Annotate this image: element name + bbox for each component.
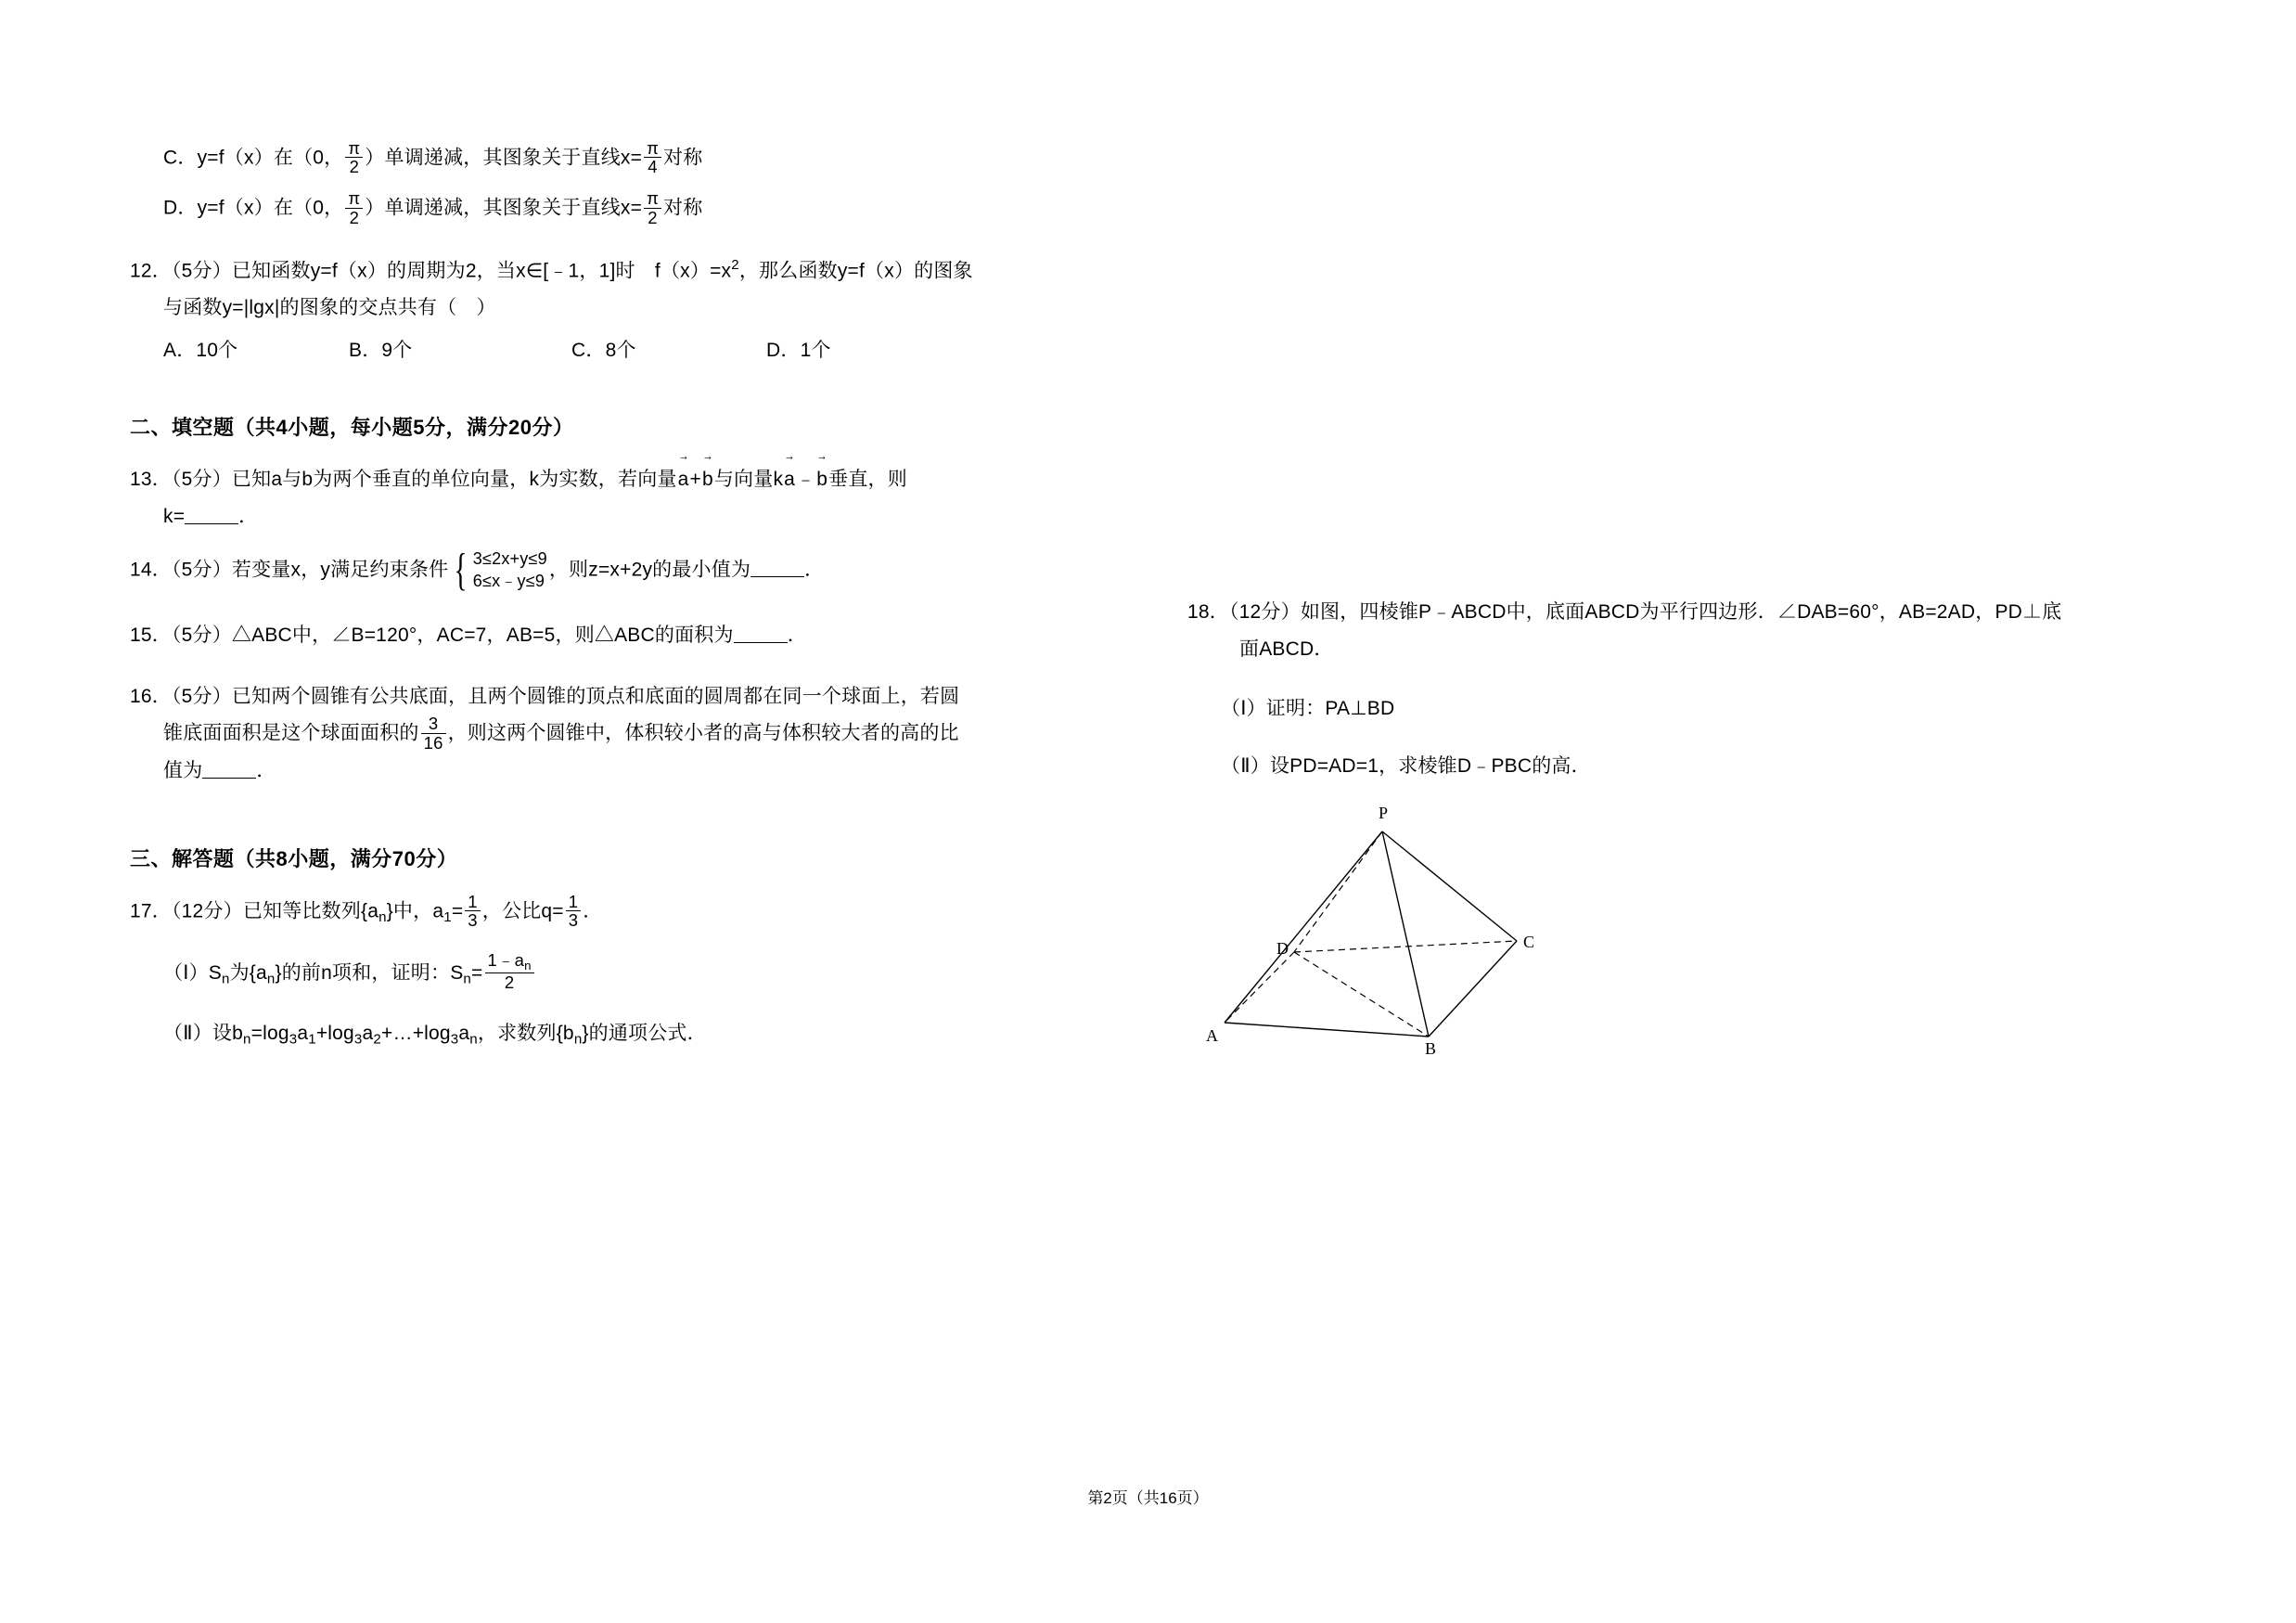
answer-blank[interactable]: [734, 623, 788, 643]
question-18-line-1: 18．（12分）如图，四棱锥P﹣ABCD中，底面ABCD为平行四边形．∠DAB=60°，AB=2AD，PD⊥底: [1187, 601, 2062, 623]
section-heading-fill-in-blank: 二、填空题（共4小题，每小题5分，满分20分）: [130, 416, 574, 440]
log-text-3: +…+log: [381, 1023, 451, 1045]
question-14-text-mid: ，则z=x+2y的最小值为: [548, 559, 751, 581]
page-footer: [0, 1485, 2296, 1508]
equals-sign: =: [451, 899, 464, 921]
fraction-numerator: π: [345, 189, 363, 208]
section-heading-solution: 三、解答题（共8小题，满分70分）: [130, 846, 458, 870]
period: ．: [256, 759, 276, 781]
fraction-numerator: π: [345, 139, 363, 158]
log-text: =log: [250, 1023, 289, 1045]
option-d-mid: ）单调递减，其图象关于直线x=: [365, 197, 643, 219]
question-16-text-post: ，则这两个圆锥中，体积较小者的高与体积较大者的高的比: [447, 722, 959, 744]
option-d-pre: D．y=f（x）在（0，: [163, 197, 344, 219]
numerator-text: 1﹣a: [487, 950, 525, 971]
fraction-denominator: 2: [504, 972, 515, 992]
subscript-3: 3: [450, 1031, 459, 1048]
pyramid-diagram-svg: [1197, 811, 1586, 1052]
question-17-line-1: [130, 893, 1150, 932]
option-c-end: 对称: [663, 147, 703, 169]
left-brace: {: [455, 546, 468, 596]
question-17-part-1: [130, 951, 1150, 993]
fraction-denominator: 2: [349, 157, 360, 177]
vertex-label-d: D: [1276, 938, 1289, 958]
subscript-n: n: [222, 971, 230, 987]
fraction-denominator: 2: [648, 207, 658, 227]
question-15: [130, 617, 1150, 654]
fraction-numerator: 1: [465, 893, 480, 911]
subscript-3: 3: [353, 1031, 363, 1048]
question-18-part-1: [1187, 690, 2199, 728]
period: ．: [583, 899, 603, 921]
question-16-line-2: [130, 715, 1150, 752]
part-2-text-end: ，求数列{b: [477, 1023, 574, 1045]
fraction-3-16: [421, 715, 446, 752]
question-12: [130, 252, 1150, 369]
question-15-text: 15．（5分）△ABC中，∠B=120°，AC=7，AB=5，则△ABC的面积为: [130, 624, 734, 646]
question-14-text-pre: 14．（5分）若变量x，y满足约束条件: [130, 559, 449, 581]
term-a: a: [297, 1023, 309, 1045]
question-12-line-2: 与函数y=|lgx|的图象的交点共有（ ）: [163, 297, 496, 319]
subscript-n: n: [463, 971, 472, 987]
fraction-denominator: 16: [423, 732, 443, 753]
fraction-sum-formula: [485, 951, 534, 991]
subscript-n: n: [266, 971, 276, 987]
part-1-text-mid-2: }的前n项和，证明：S: [275, 961, 464, 984]
fraction-numerator: [485, 951, 534, 973]
vertex-label-b: B: [1425, 1038, 1437, 1058]
question-18-part-2-text: （Ⅱ）设PD=AD=1，求棱锥D﹣PBC的高．: [1221, 754, 1591, 777]
question-11-options: [130, 139, 1150, 176]
question-17-text-post: ，公比q=: [481, 899, 564, 921]
question-18-line-2: 面ABCD．: [1239, 638, 1334, 660]
option-c-fraction: [345, 139, 363, 176]
period: ．: [787, 624, 807, 646]
subscript-n: n: [573, 1031, 583, 1048]
option-c-mid: ）单调递减，其图象关于直线x=: [365, 147, 643, 169]
option-c-pre: C．y=f（x）在（0，: [163, 147, 344, 169]
part-2-label: （Ⅱ）设b: [163, 1023, 244, 1045]
fraction-numerator: 3: [421, 715, 446, 733]
question-12-options: [130, 332, 1150, 369]
subscript-1: 1: [308, 1031, 316, 1048]
subscript-1: 1: [443, 908, 452, 925]
option-d: D．1个: [766, 340, 831, 362]
question-16-line-3: [130, 753, 1150, 790]
fraction-denominator: 4: [648, 157, 658, 177]
fraction-denominator: 2: [349, 207, 360, 227]
option-a: A．10个: [163, 340, 238, 362]
vector-b: → b: [701, 461, 714, 498]
option-d-line: [130, 189, 1150, 226]
question-11-option-d: [130, 189, 1150, 226]
equals-sign: =: [471, 961, 483, 984]
answer-blank[interactable]: [202, 758, 256, 779]
part-1-label: （Ⅰ）S: [163, 961, 222, 984]
question-18: [1187, 594, 2199, 668]
answer-blank[interactable]: [185, 504, 238, 524]
term-a-3: a: [458, 1023, 470, 1045]
right-column: [1187, 594, 2199, 1058]
left-column: [130, 139, 1150, 1066]
question-17: [130, 893, 1150, 932]
option-c-fraction-2: [644, 139, 661, 176]
question-16-text-pre: 锥底面面积是这个球面面积的: [163, 722, 419, 744]
subscript-n: n: [378, 908, 387, 925]
question-17-part-1-line: [130, 951, 1150, 993]
system-row-2: 6≤x﹣y≤9: [472, 571, 545, 590]
subscript-3: 3: [289, 1031, 298, 1048]
option-d-fraction-2: [644, 189, 661, 226]
vector-b-2: → b: [815, 461, 828, 498]
vector-a-2: → a: [783, 461, 796, 498]
subscript-2: 2: [373, 1031, 382, 1048]
minus-sign: ﹣: [796, 469, 816, 491]
fraction-denominator: 3: [568, 909, 579, 930]
question-17-part-2-line: [130, 1015, 1150, 1053]
part-1-text-mid: 为{a: [229, 961, 267, 984]
period: ．: [238, 506, 259, 528]
question-18-part-2: [1187, 748, 2199, 785]
question-13-text-post: 垂直，则: [828, 469, 907, 491]
option-c: C．8个: [571, 340, 636, 362]
log-text-2: +log: [315, 1023, 354, 1045]
question-13-line-2: [130, 498, 1150, 535]
question-16-line-1: 16．（5分）已知两个圆锥有公共底面，且两个圆锥的顶点和底面的圆周都在同一个球面上，若圆: [130, 685, 960, 707]
subscript-n: n: [243, 1031, 251, 1048]
subscript-n: n: [524, 959, 532, 973]
question-12-line-1: [130, 252, 1150, 290]
fraction-numerator: π: [644, 189, 661, 208]
vertex-label-p: P: [1379, 803, 1389, 822]
option-c-line: [130, 139, 1150, 176]
option-d-fraction: [345, 189, 363, 226]
option-d-end: 对称: [663, 197, 703, 219]
inequality-system: [450, 546, 547, 596]
question-17-text-pre: 17．（12分）已知等比数列{a: [130, 899, 379, 921]
answer-label: 值为: [163, 759, 203, 781]
question-13-text-mid: 与向量k: [713, 469, 784, 491]
fraction-1-3: [465, 893, 480, 930]
question-15-line: [130, 617, 1150, 654]
fraction-1-3-2: [566, 893, 581, 930]
system-row-1: 3≤2x+y≤9: [472, 549, 547, 569]
exponent: 2: [731, 257, 739, 274]
question-17-text-mid: }中，a: [386, 899, 444, 921]
term-a-2: a: [362, 1023, 374, 1045]
question-12-text-b: ，那么函数y=f（x）的图象: [738, 260, 973, 282]
part-2-text-tail: }的通项公式．: [582, 1023, 707, 1045]
fraction-denominator: 3: [468, 909, 478, 930]
fraction-numerator: π: [644, 139, 661, 158]
pyramid-figure: [1197, 803, 1586, 1058]
system-rows: [472, 548, 547, 593]
question-13-text-pre: 13．（5分）已知a与b为两个垂直的单位向量，k为实数，若向量: [130, 469, 677, 491]
plus-sign: +: [689, 469, 701, 491]
option-b: B．9个: [349, 340, 413, 362]
question-14: [130, 546, 1150, 596]
question-13-line-1: [130, 461, 1150, 498]
question-17-part-2: [130, 1015, 1150, 1053]
answer-label-k: k=: [163, 506, 186, 528]
question-14-line: [130, 546, 1150, 596]
question-12-text-a: 12．（5分）已知函数y=f（x）的周期为2，当x∈[﹣1，1]时 f（x）=x: [130, 260, 732, 282]
page-number: 第2页（共16页）: [1087, 1489, 1209, 1507]
vertex-label-c: C: [1523, 932, 1535, 951]
period: ．: [804, 559, 825, 581]
question-18-part-1-text: （Ⅰ）证明：PA⊥BD: [1221, 697, 1395, 719]
fraction-numerator: 1: [566, 893, 581, 911]
subscript-n: n: [469, 1031, 478, 1048]
question-13: [130, 461, 1150, 535]
vertex-label-a: A: [1206, 1025, 1218, 1045]
question-16: [130, 678, 1150, 790]
answer-blank[interactable]: [750, 557, 804, 577]
vector-a: → a: [677, 461, 690, 498]
